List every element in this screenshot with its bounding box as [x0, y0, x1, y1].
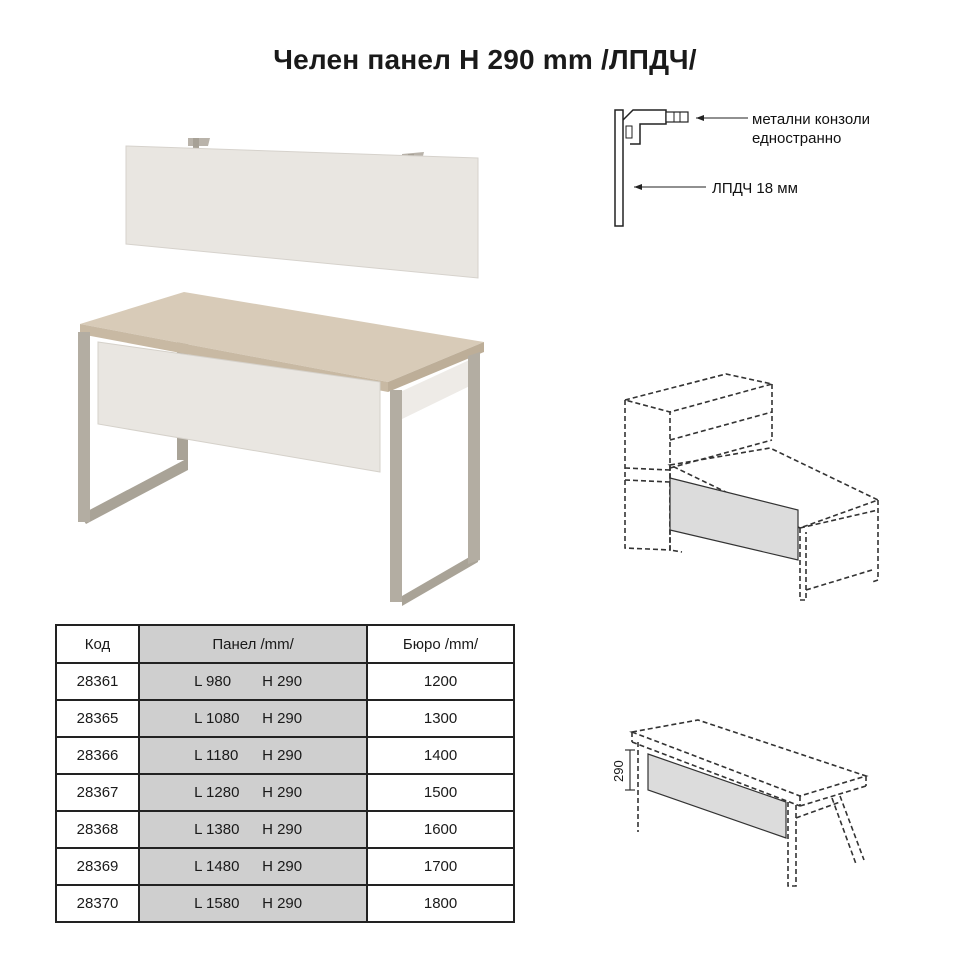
cell-desk: 1300 — [367, 700, 514, 737]
cell-code: 28368 — [56, 811, 139, 848]
cell-panel-height: H 290 — [262, 821, 303, 838]
table-row — [56, 774, 514, 811]
table-row — [56, 663, 514, 700]
cell-panel — [139, 811, 367, 848]
cell-desk: 1600 — [367, 811, 514, 848]
cell-panel-length: L 980 — [194, 673, 232, 690]
cell-panel-length: L 1580 — [194, 895, 240, 912]
table-row — [56, 811, 514, 848]
cell-panel — [139, 774, 367, 811]
board-label: ЛПДЧ 18 мм — [712, 180, 798, 197]
table-row — [56, 885, 514, 922]
cell-desk: 1800 — [367, 885, 514, 922]
cell-panel — [139, 737, 367, 774]
dimension-290-label: 290 — [611, 760, 626, 782]
cell-panel — [139, 700, 367, 737]
table-row — [56, 848, 514, 885]
spec-table — [55, 624, 515, 923]
cell-desk: 1400 — [367, 737, 514, 774]
header-desk: Бюро /mm/ — [367, 625, 514, 663]
cell-panel — [139, 848, 367, 885]
table-row — [56, 700, 514, 737]
cell-code: 28365 — [56, 700, 139, 737]
cell-panel-length: L 1180 — [194, 747, 239, 764]
cell-panel-length: L 1080 — [194, 710, 240, 727]
page-title: Челен панел H 290 mm /ЛПДЧ/ — [273, 44, 697, 75]
cell-code: 28361 — [56, 663, 139, 700]
consoles-label-line2: едностранно — [752, 130, 842, 147]
cell-code: 28369 — [56, 848, 139, 885]
cell-panel-length: L 1380 — [194, 821, 240, 838]
diagram-desk-with-unit — [610, 360, 890, 610]
cell-desk: 1500 — [367, 774, 514, 811]
cell-panel-height: H 290 — [262, 895, 303, 912]
panel-image — [126, 138, 478, 278]
header-panel: Панел /mm/ — [139, 625, 367, 663]
cell-code: 28370 — [56, 885, 139, 922]
table-row — [56, 737, 514, 774]
cell-panel — [139, 663, 367, 700]
cell-panel — [139, 885, 367, 922]
cell-panel-height: H 290 — [262, 784, 303, 801]
product-illustration — [60, 120, 500, 610]
cell-panel-height: H 290 — [262, 710, 303, 727]
header-code: Код — [56, 625, 139, 663]
cell-code: 28367 — [56, 774, 139, 811]
cell-code: 28366 — [56, 737, 139, 774]
diagram-desk-with-panel — [610, 710, 870, 900]
consoles-label-line1: метални конзоли — [752, 111, 870, 128]
cell-panel-height: H 290 — [262, 858, 303, 875]
cell-panel-height: H 290 — [262, 673, 303, 690]
table-header-row — [56, 625, 514, 663]
cell-desk: 1200 — [367, 663, 514, 700]
cell-panel-length: L 1480 — [194, 858, 240, 875]
cell-panel-length: L 1280 — [194, 784, 240, 801]
consoles-label — [752, 110, 870, 148]
desk-image — [78, 292, 484, 606]
cell-desk: 1700 — [367, 848, 514, 885]
cell-panel-height: H 290 — [262, 747, 303, 764]
